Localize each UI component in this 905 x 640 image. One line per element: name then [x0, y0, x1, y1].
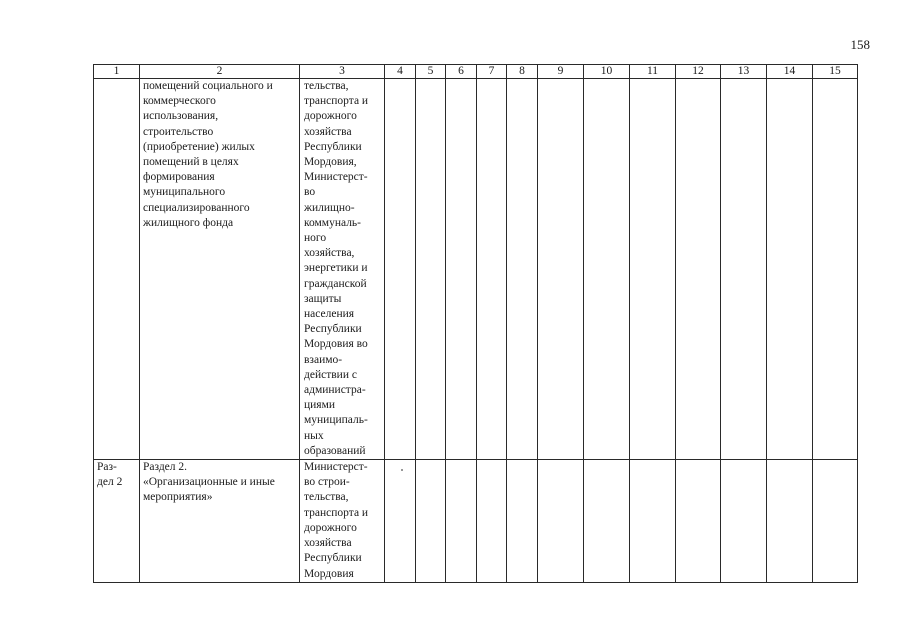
executor-cell [300, 460, 385, 583]
executor-text: тельства, транспорта и дорожного хозяйства Республики Мордовия, Министерст- во жилищно- коммуналь- ного хозяйства, энергетики и гражданской защиты населения Республики Мордовия во взаимо- действии с администра- циями муниципаль- ных образований [304, 80, 369, 457]
executor-text: Министерст- во строи- тельства, транспорта и дорожного хозяйства Республики Мордовия [304, 461, 369, 580]
header-cell: 12 [676, 65, 721, 79]
value-cell [538, 79, 584, 460]
header-cell: 7 [477, 65, 507, 79]
value-cell [446, 79, 477, 460]
value-cell [767, 460, 813, 583]
measure-name: Раздел 2. «Организационные и иные мероприятия» [143, 461, 275, 504]
value-cell [416, 460, 446, 583]
value-cell [630, 79, 676, 460]
value-cell [385, 460, 416, 583]
header-cell: 8 [507, 65, 538, 79]
value-cell [385, 79, 416, 460]
row-code-cell [94, 79, 140, 460]
measure-name-cell [140, 460, 300, 583]
header-cell: 5 [416, 65, 446, 79]
measure-name: помещений социального и коммерческого использования, строительство (приобретение) жилых помещений в целях формирования муниципального специализированного жилищного фонда [143, 80, 273, 229]
header-cell: 6 [446, 65, 477, 79]
value-cell [538, 460, 584, 583]
value-cell [507, 79, 538, 460]
header-cell: 10 [584, 65, 630, 79]
header-cell: 11 [630, 65, 676, 79]
header-cell: 14 [767, 65, 813, 79]
value-cell [446, 460, 477, 583]
executor-cell [300, 79, 385, 460]
value-cell [676, 79, 721, 460]
value-cell [767, 79, 813, 460]
value-cell [721, 79, 767, 460]
header-cell: 4 [385, 65, 416, 79]
header-cell: 9 [538, 65, 584, 79]
data-table [93, 64, 858, 583]
value-cell [813, 79, 858, 460]
table-row [94, 460, 858, 583]
header-cell: 1 [94, 65, 140, 79]
scan-speck [401, 469, 403, 471]
row-code-cell [94, 460, 140, 583]
page-number: 158 [850, 37, 870, 52]
row-code: Раз- дел 2 [97, 461, 123, 489]
value-cell [507, 460, 538, 583]
header-cell: 3 [300, 65, 385, 79]
header-cell: 2 [140, 65, 300, 79]
header-cell: 15 [813, 65, 858, 79]
value-cell [416, 79, 446, 460]
measure-name-cell [140, 79, 300, 460]
header-row [94, 65, 858, 79]
value-cell [676, 460, 721, 583]
value-cell [477, 79, 507, 460]
value-cell [721, 460, 767, 583]
table-row [94, 79, 858, 460]
value-cell [477, 460, 507, 583]
value-cell [813, 460, 858, 583]
value-cell [584, 79, 630, 460]
header-cell: 13 [721, 65, 767, 79]
value-cell [584, 460, 630, 583]
value-cell [630, 460, 676, 583]
